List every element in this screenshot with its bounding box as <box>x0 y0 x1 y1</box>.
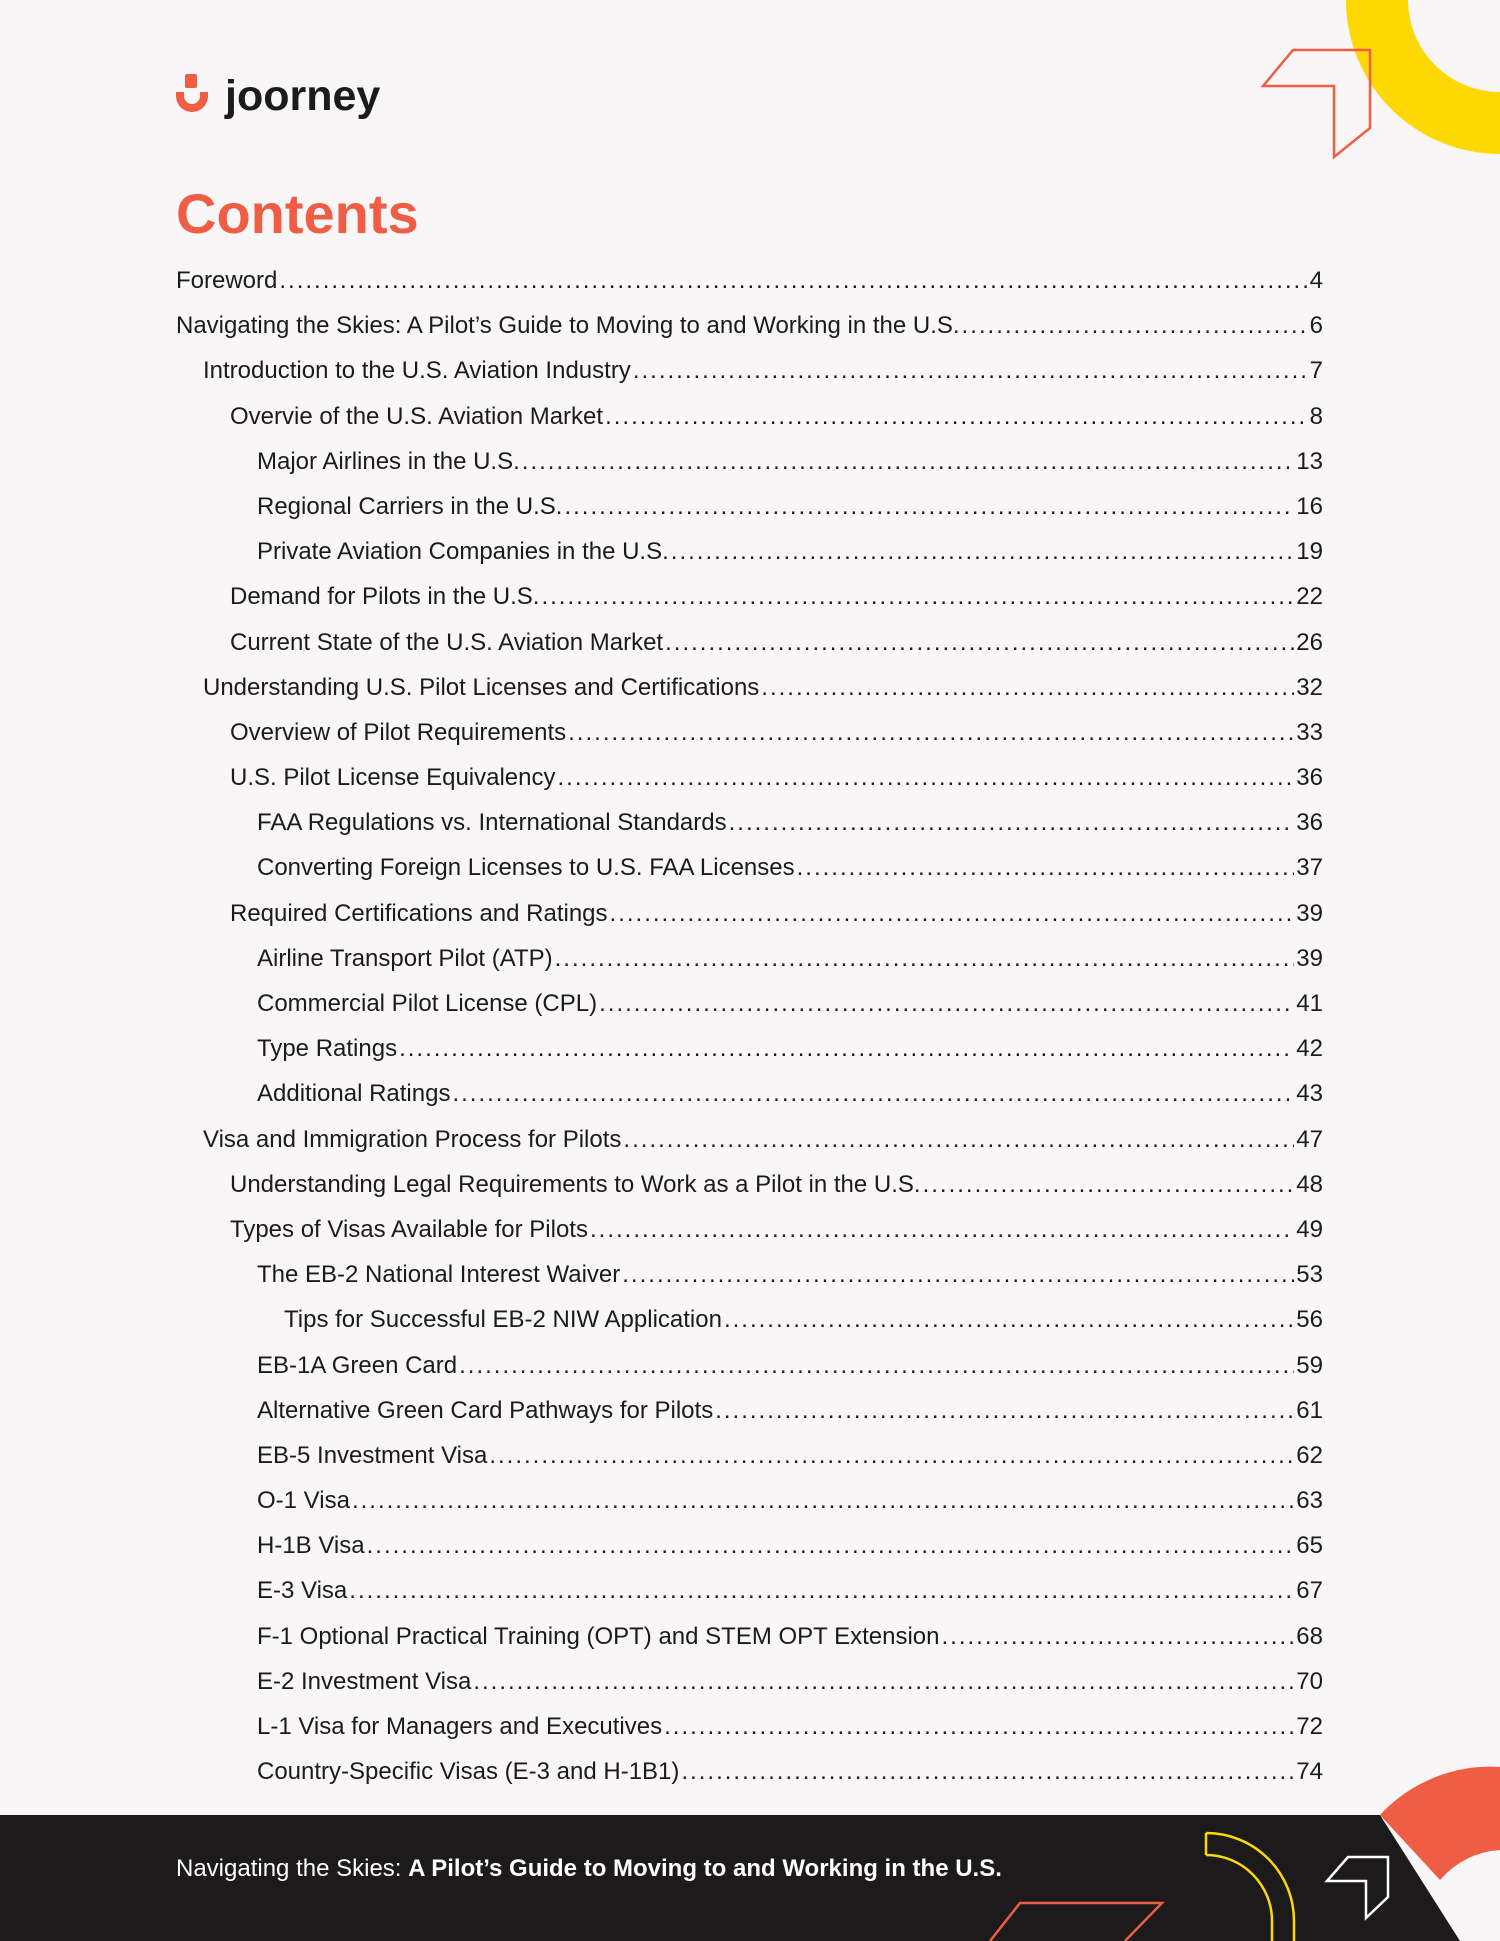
toc-entry-page: 62 <box>1296 1441 1323 1469</box>
toc-entry[interactable] <box>176 1207 1323 1252</box>
toc-entry-page: 74 <box>1296 1758 1323 1786</box>
toc-dot-leader <box>724 1297 1294 1342</box>
toc-entry[interactable] <box>176 1568 1323 1613</box>
toc-dot-leader <box>568 710 1294 755</box>
toc-entry[interactable] <box>176 1071 1323 1116</box>
toc-entry-page: 19 <box>1296 538 1323 566</box>
toc-entry-title: Navigating the Skies: A Pilot’s Guide to Moving to and Working in the U.S. <box>176 312 960 340</box>
toc-entry-title: Understanding Legal Requirements to Work as a Pilot in the U.S. <box>230 1170 921 1198</box>
toc-entry[interactable] <box>176 891 1323 936</box>
toc-entry-page: 6 <box>1309 312 1323 340</box>
toc-dot-leader <box>555 936 1295 981</box>
toc-dot-leader <box>633 348 1308 393</box>
footer-title: A Pilot’s Guide to Moving to and Working in the U.S. <box>408 1855 1002 1882</box>
toc-entry-title: Foreword <box>176 267 278 294</box>
toc-entry-page: 61 <box>1296 1396 1323 1424</box>
toc-entry[interactable] <box>176 1614 1323 1659</box>
toc-dot-leader <box>665 620 1294 665</box>
toc-entry-title: Type Ratings <box>257 1035 398 1063</box>
toc-entry[interactable] <box>176 1433 1323 1478</box>
toc-entry-page: 53 <box>1296 1261 1323 1289</box>
footer-prefix: Navigating the Skies: <box>176 1855 409 1882</box>
toc-dot-leader <box>797 845 1295 890</box>
toc-entry-title: Alternative Green Card Pathways for Pilots <box>257 1396 714 1424</box>
toc-dot-leader <box>599 981 1294 1026</box>
toc-dot-leader <box>605 394 1308 439</box>
toc-entry-page: 8 <box>1309 402 1323 430</box>
toc-entry-title: Demand for Pilots in the U.S. <box>230 583 540 611</box>
toc-entry-title: Tips for Successful EB-2 NIW Application <box>284 1306 722 1334</box>
toc-entry[interactable] <box>176 258 1323 303</box>
toc-dot-leader <box>623 1117 1294 1162</box>
toc-entry[interactable] <box>176 1523 1323 1568</box>
toc-entry-title: Understanding U.S. Pilot Licenses and Certifications <box>203 673 760 701</box>
toc-dot-leader <box>715 1388 1294 1433</box>
toc-entry-title: Major Airlines in the U.S. <box>257 447 520 475</box>
toc-entry-title: EB-1A Green Card <box>257 1351 458 1379</box>
toc-entry-page: 43 <box>1296 1080 1323 1108</box>
toc-entry-title: Visa and Immigration Process for Pilots <box>203 1125 622 1153</box>
footer-decorations <box>0 1815 1500 1941</box>
joorney-logo-icon <box>173 72 213 120</box>
toc-entry[interactable] <box>176 529 1323 574</box>
toc-dot-leader <box>541 574 1294 619</box>
toc-entry[interactable] <box>176 1704 1323 1749</box>
table-of-contents <box>176 258 1323 1794</box>
toc-entry-title: Required Certifications and Ratings <box>230 899 608 927</box>
toc-entry-page: 42 <box>1296 1035 1323 1063</box>
toc-entry[interactable] <box>176 484 1323 529</box>
toc-dot-leader <box>941 1614 1294 1659</box>
page-title: Contents <box>176 182 419 245</box>
toc-entry-page: 26 <box>1296 628 1323 656</box>
toc-entry-page: 49 <box>1296 1215 1323 1243</box>
toc-entry-page: 7 <box>1309 357 1323 385</box>
toc-dot-leader <box>923 1162 1295 1207</box>
toc-entry[interactable] <box>176 710 1323 755</box>
toc-dot-leader <box>664 1704 1294 1749</box>
toc-entry-page: 63 <box>1296 1487 1323 1515</box>
toc-entry-page: 67 <box>1296 1577 1323 1605</box>
arrow-outline-top-icon <box>1263 50 1370 157</box>
toc-entry[interactable] <box>176 303 1323 348</box>
toc-entry-page: 33 <box>1296 718 1323 746</box>
toc-entry-page: 47 <box>1296 1125 1323 1153</box>
toc-entry-page: 37 <box>1296 854 1323 882</box>
toc-entry[interactable] <box>176 1388 1323 1433</box>
toc-entry-title: Current State of the U.S. Aviation Market <box>230 628 664 656</box>
toc-dot-leader <box>459 1343 1294 1388</box>
toc-entry-page: 16 <box>1296 492 1323 520</box>
toc-entry[interactable] <box>176 1659 1323 1704</box>
toc-entry-page: 65 <box>1296 1532 1323 1560</box>
brand-name: joorney <box>225 71 381 120</box>
toc-entry-title: Airline Transport Pilot (ATP) <box>257 944 553 972</box>
toc-dot-leader <box>590 1207 1294 1252</box>
toc-entry-page: 39 <box>1296 899 1323 927</box>
toc-entry-page: 39 <box>1296 944 1323 972</box>
toc-entry[interactable] <box>176 800 1323 845</box>
toc-dot-leader <box>610 891 1295 936</box>
toc-entry-title: Country-Specific Visas (E-3 and H-1B1) <box>257 1758 680 1786</box>
toc-dot-leader <box>279 258 1307 303</box>
toc-entry-page: 13 <box>1296 447 1323 475</box>
brand-logo <box>173 72 380 120</box>
toc-entry[interactable] <box>176 1026 1323 1071</box>
toc-entry-title: Regional Carriers in the U.S. <box>257 492 563 520</box>
toc-entry[interactable] <box>176 1343 1323 1388</box>
toc-entry-title: Commercial Pilot License (CPL) <box>257 990 598 1017</box>
toc-dot-leader <box>622 1252 1294 1297</box>
toc-entry-title: E-3 Visa <box>257 1577 348 1605</box>
toc-entry[interactable] <box>176 1162 1323 1207</box>
toc-dot-leader <box>962 303 1308 348</box>
toc-entry-page: 68 <box>1296 1622 1323 1650</box>
toc-entry[interactable] <box>176 348 1323 393</box>
toc-dot-leader <box>761 665 1294 710</box>
toc-entry[interactable] <box>176 1749 1323 1794</box>
toc-dot-leader <box>349 1568 1294 1613</box>
toc-entry-title: F-1 Optional Practical Training (OPT) and STEM OPT Extension <box>257 1622 940 1650</box>
toc-entry-page: 41 <box>1296 990 1323 1017</box>
footer-red-outline-icon <box>990 1903 1162 1941</box>
toc-entry-page: 22 <box>1296 583 1323 611</box>
yellow-arc-top <box>1346 0 1500 154</box>
toc-entry-title: E-2 Investment Visa <box>257 1667 472 1695</box>
toc-entry-page: 59 <box>1296 1351 1323 1379</box>
toc-entry[interactable] <box>176 1252 1323 1297</box>
toc-entry-page: 36 <box>1296 809 1323 837</box>
toc-entry[interactable] <box>176 1478 1323 1523</box>
toc-entry[interactable] <box>176 755 1323 800</box>
toc-entry[interactable] <box>176 936 1323 981</box>
toc-dot-leader <box>473 1659 1294 1704</box>
toc-entry[interactable] <box>176 439 1323 484</box>
toc-entry[interactable] <box>176 1117 1323 1162</box>
toc-entry-title: Introduction to the U.S. Aviation Industry <box>203 357 631 385</box>
toc-entry-title: Private Aviation Companies in the U.S. <box>257 538 669 566</box>
toc-entry-title: Types of Visas Available for Pilots <box>230 1215 588 1243</box>
toc-entry-page: 32 <box>1296 673 1323 701</box>
toc-entry-title: Additional Ratings <box>257 1080 451 1108</box>
toc-entry[interactable] <box>176 574 1323 619</box>
toc-dot-leader <box>399 1026 1294 1071</box>
toc-dot-leader <box>681 1749 1294 1794</box>
toc-entry-page: 70 <box>1296 1667 1323 1695</box>
toc-dot-leader <box>452 1071 1294 1116</box>
toc-entry-title: H-1B Visa <box>257 1532 365 1560</box>
toc-entry-page: 36 <box>1296 764 1323 792</box>
toc-entry[interactable] <box>176 394 1323 439</box>
toc-dot-leader <box>729 800 1295 845</box>
toc-dot-leader <box>367 1523 1295 1568</box>
toc-entry[interactable] <box>176 620 1323 665</box>
toc-entry-title: FAA Regulations vs. International Standards <box>257 809 727 837</box>
toc-entry-page: 72 <box>1296 1713 1323 1740</box>
footer-bar <box>0 1815 1500 1941</box>
toc-dot-leader <box>671 529 1295 574</box>
toc-entry-title: Overview of Pilot Requirements <box>230 718 567 746</box>
footer-white-arrow-icon <box>1327 1857 1388 1918</box>
toc-entry-title: Overvie of the U.S. Aviation Market <box>230 402 604 430</box>
toc-entry-title: U.S. Pilot License Equivalency <box>230 764 556 792</box>
toc-entry-title: L-1 Visa for Managers and Executives <box>257 1713 663 1740</box>
toc-entry-page: 48 <box>1296 1170 1323 1198</box>
toc-entry-page: 56 <box>1296 1306 1323 1334</box>
toc-dot-leader <box>558 755 1295 800</box>
toc-dot-leader <box>522 439 1295 484</box>
toc-dot-leader <box>352 1478 1294 1523</box>
toc-entry[interactable] <box>176 845 1323 890</box>
toc-entry[interactable] <box>176 1297 1323 1342</box>
footer-yellow-arc-icon <box>1206 1833 1294 1941</box>
toc-entry-title: EB-5 Investment Visa <box>257 1441 488 1469</box>
toc-entry[interactable] <box>176 665 1323 710</box>
toc-dot-leader <box>564 484 1294 529</box>
toc-entry-title: The EB-2 National Interest Waiver <box>257 1261 621 1289</box>
toc-dot-leader <box>489 1433 1294 1478</box>
toc-entry[interactable] <box>176 981 1323 1026</box>
toc-entry-page: 4 <box>1309 267 1323 294</box>
toc-entry-title: O-1 Visa <box>257 1487 350 1515</box>
toc-entry-title: Converting Foreign Licenses to U.S. FAA Licenses <box>257 854 795 882</box>
